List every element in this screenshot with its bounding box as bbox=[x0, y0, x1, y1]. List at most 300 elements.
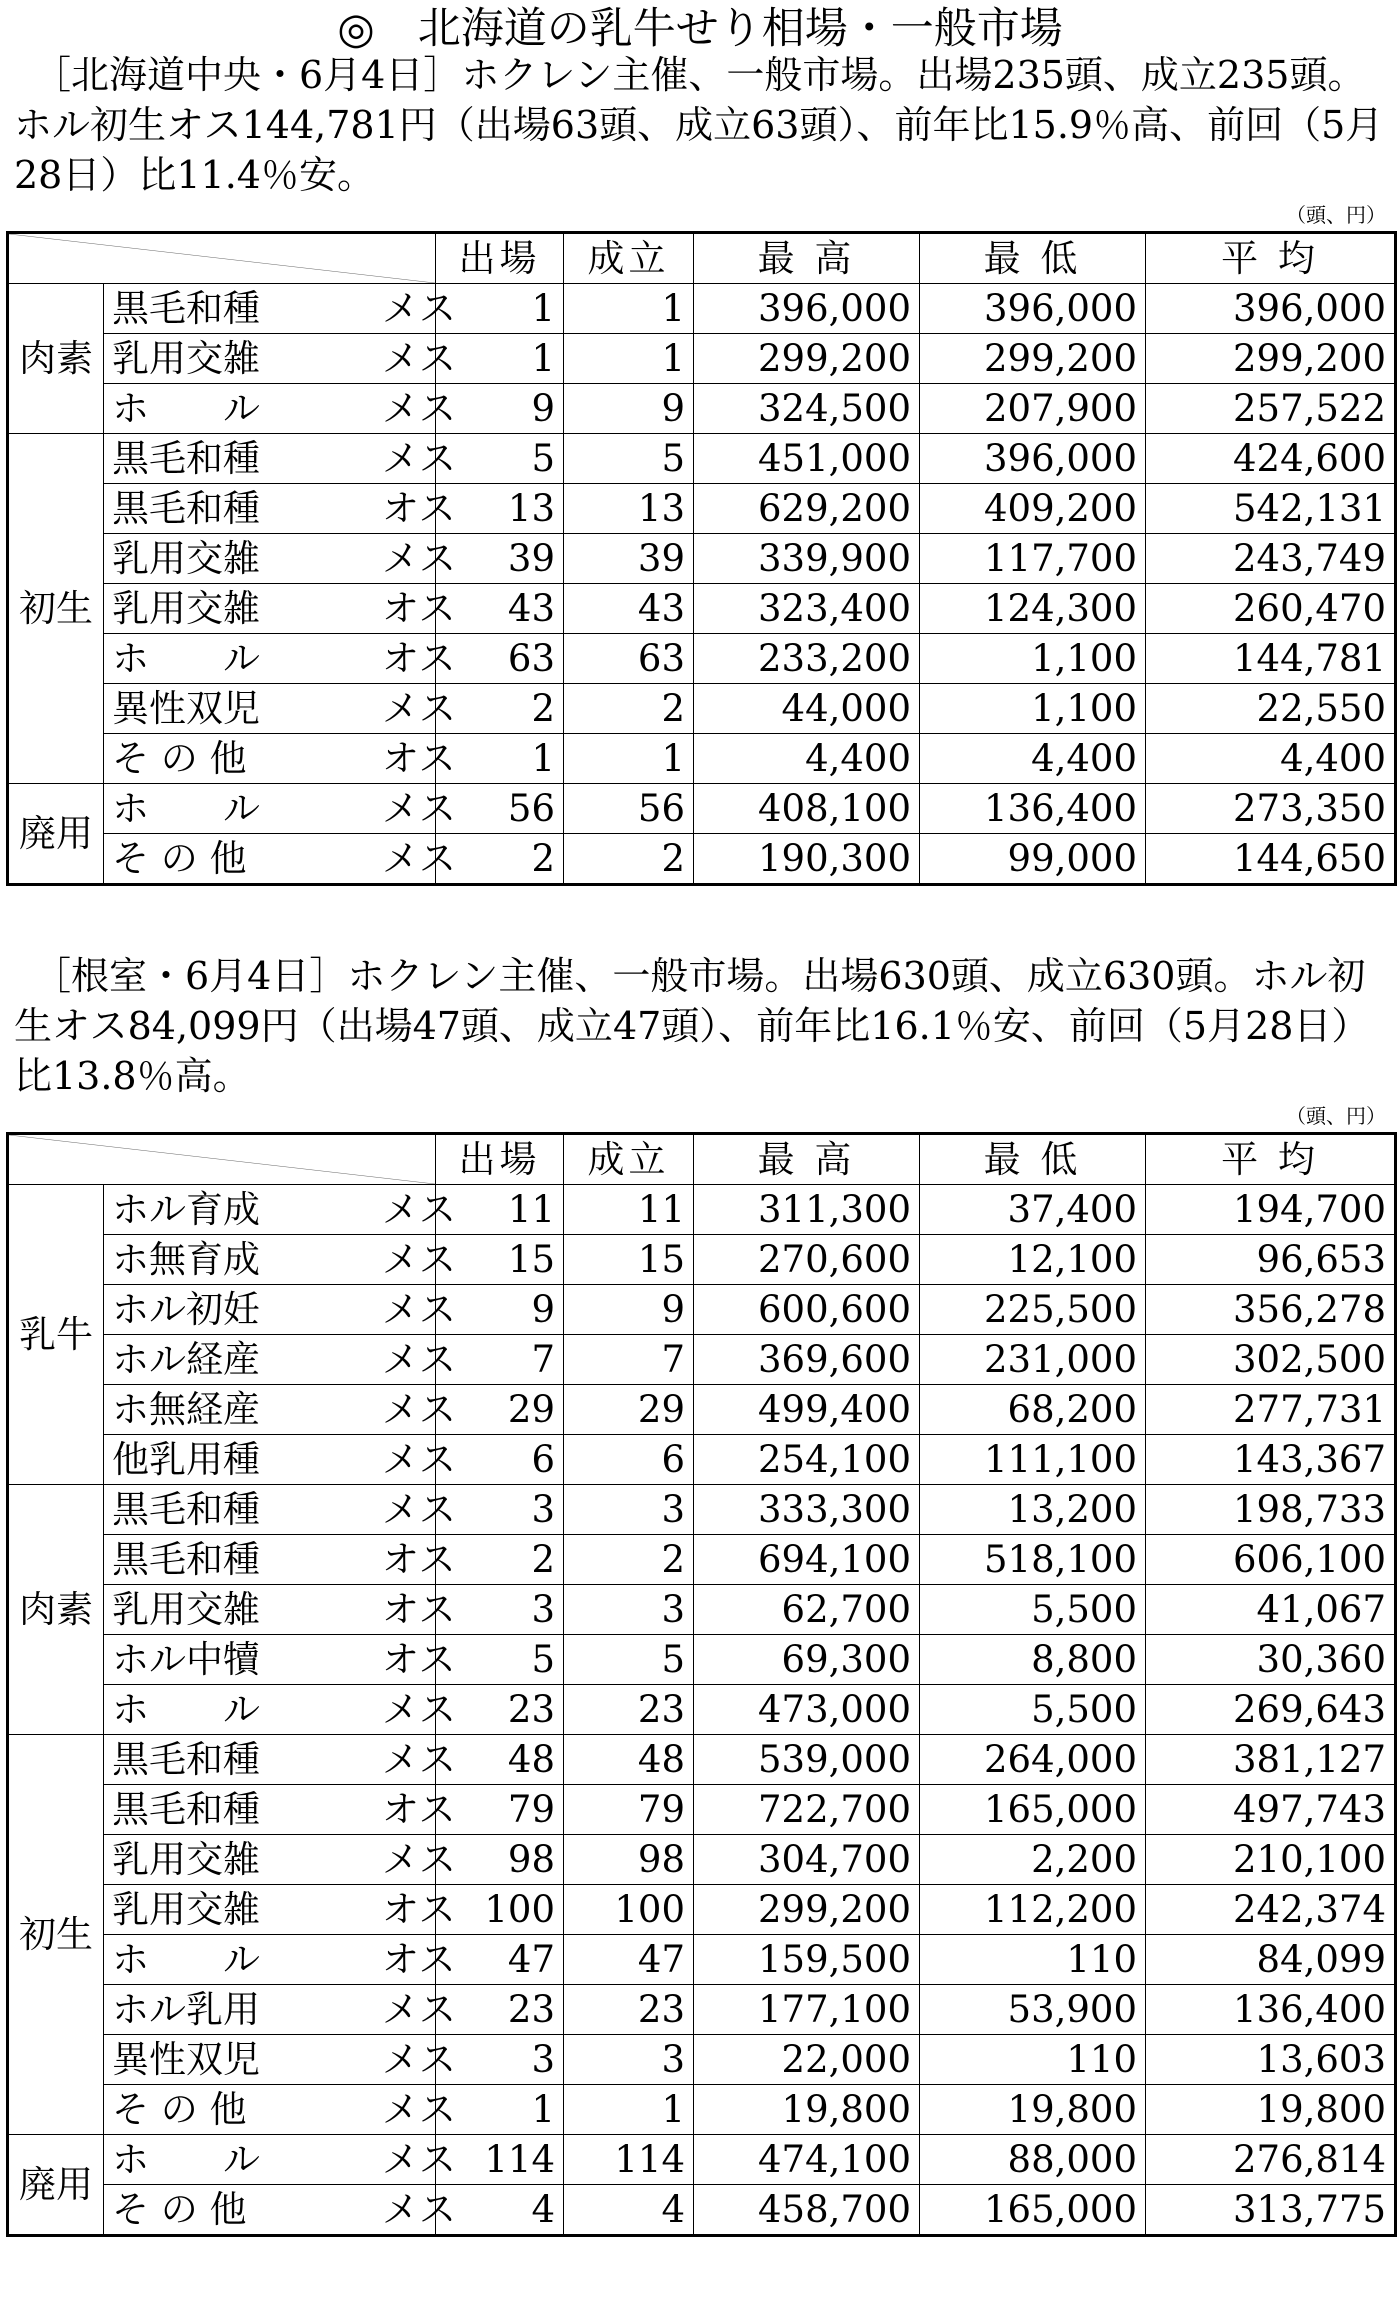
breed-cell bbox=[104, 1785, 456, 1835]
high-price: 694,100 bbox=[694, 1535, 920, 1585]
high-price: 324,500 bbox=[694, 384, 920, 434]
shipped-count: 1 bbox=[436, 2085, 564, 2135]
sex-label: メス bbox=[382, 1737, 456, 1781]
sex-label: メス bbox=[382, 286, 456, 330]
sex-label: メス bbox=[382, 1987, 456, 2031]
table-row bbox=[8, 1385, 1396, 1435]
sold-count: 29 bbox=[564, 1385, 694, 1435]
breed-name: 異性双児 bbox=[112, 686, 260, 730]
high-price: 22,000 bbox=[694, 2035, 920, 2085]
breed-cell bbox=[104, 1535, 456, 1585]
high-price: 539,000 bbox=[694, 1735, 920, 1785]
low-price: 396,000 bbox=[920, 434, 1146, 484]
low-price: 396,000 bbox=[920, 284, 1146, 334]
table-row bbox=[8, 1885, 1396, 1935]
average-price: 243,749 bbox=[1146, 534, 1396, 584]
average-price: 260,470 bbox=[1146, 584, 1396, 634]
sex-label: メス bbox=[382, 1837, 456, 1881]
table-row bbox=[8, 2185, 1396, 2236]
sex-label: メス bbox=[382, 336, 456, 380]
unit-note: （頭、円） bbox=[1286, 203, 1386, 227]
table-row bbox=[8, 584, 1396, 634]
high-price: 311,300 bbox=[694, 1185, 920, 1235]
breed-name: 黒毛和種 bbox=[112, 286, 260, 330]
table-row bbox=[8, 734, 1396, 784]
average-price: 606,100 bbox=[1146, 1535, 1396, 1585]
low-price: 5,500 bbox=[920, 1685, 1146, 1735]
average-price: 30,360 bbox=[1146, 1635, 1396, 1685]
sex-label: オス bbox=[382, 486, 456, 530]
header-corner-diagonal bbox=[8, 1134, 436, 1185]
group-label: 肉素 bbox=[8, 284, 104, 434]
sold-count: 56 bbox=[564, 784, 694, 834]
shipped-count: 100 bbox=[436, 1885, 564, 1935]
low-price: 2,200 bbox=[920, 1835, 1146, 1885]
average-price: 210,100 bbox=[1146, 1835, 1396, 1885]
average-price: 242,374 bbox=[1146, 1885, 1396, 1935]
breed-name: 異性双児 bbox=[112, 2037, 260, 2081]
breed-cell bbox=[104, 584, 456, 634]
shipped-count: 23 bbox=[436, 1985, 564, 2035]
sold-count: 63 bbox=[564, 634, 694, 684]
breed-cell bbox=[104, 2185, 456, 2236]
sex-label: メス bbox=[382, 1687, 456, 1731]
shipped-count: 43 bbox=[436, 584, 564, 634]
average-price: 299,200 bbox=[1146, 334, 1396, 384]
breed-name: 黒毛和種 bbox=[112, 1537, 260, 1581]
breed-cell bbox=[104, 2035, 456, 2085]
header-low: 最 低 bbox=[920, 233, 1146, 284]
breed-cell bbox=[104, 1485, 456, 1535]
breed-cell bbox=[104, 1885, 456, 1935]
group-label: 肉素 bbox=[8, 1485, 104, 1735]
section-intro-nemuro: ［根室・6月4日］ホクレン主催、一般市場。出場630頭、成立630頭。ホル初生オス84,099円（出場47頭、成立47頭）、前年比16.1％安、前回（5月28日）比13.8％高。 bbox=[14, 954, 1370, 1098]
sold-count: 79 bbox=[564, 1785, 694, 1835]
sold-count: 3 bbox=[564, 2035, 694, 2085]
low-price: 110 bbox=[920, 1935, 1146, 1985]
group-label: 初生 bbox=[8, 1735, 104, 2135]
sold-count: 6 bbox=[564, 1435, 694, 1485]
high-price: 474,100 bbox=[694, 2135, 920, 2185]
breed-name: そ の 他 bbox=[112, 836, 247, 880]
sold-count: 5 bbox=[564, 1635, 694, 1685]
breed-name: ホ ル bbox=[112, 636, 260, 680]
average-price: 194,700 bbox=[1146, 1185, 1396, 1235]
shipped-count: 4 bbox=[436, 2185, 564, 2236]
sold-count: 3 bbox=[564, 1485, 694, 1535]
shipped-count: 2 bbox=[436, 1535, 564, 1585]
low-price: 99,000 bbox=[920, 834, 1146, 885]
low-price: 409,200 bbox=[920, 484, 1146, 534]
average-price: 198,733 bbox=[1146, 1485, 1396, 1535]
average-price: 19,800 bbox=[1146, 2085, 1396, 2135]
table-row bbox=[8, 1735, 1396, 1785]
low-price: 111,100 bbox=[920, 1435, 1146, 1485]
breed-cell bbox=[104, 634, 456, 684]
low-price: 37,400 bbox=[920, 1185, 1146, 1235]
sex-label: オス bbox=[382, 1537, 456, 1581]
average-price: 136,400 bbox=[1146, 1985, 1396, 2035]
header-sold: 成立 bbox=[564, 1134, 694, 1185]
breed-cell bbox=[104, 1935, 456, 1985]
breed-name: 黒毛和種 bbox=[112, 1487, 260, 1531]
high-price: 333,300 bbox=[694, 1485, 920, 1535]
shipped-count: 98 bbox=[436, 1835, 564, 1885]
low-price: 53,900 bbox=[920, 1985, 1146, 2035]
sold-count: 23 bbox=[564, 1985, 694, 2035]
header-corner-diagonal bbox=[8, 233, 436, 284]
low-price: 136,400 bbox=[920, 784, 1146, 834]
sex-label: メス bbox=[382, 1187, 456, 1231]
table-row bbox=[8, 1635, 1396, 1685]
high-price: 499,400 bbox=[694, 1385, 920, 1435]
breed-name: 乳用交雑 bbox=[112, 1587, 260, 1631]
sex-label: メス bbox=[382, 686, 456, 730]
breed-name: ホル初妊 bbox=[112, 1287, 260, 1331]
breed-name: 黒毛和種 bbox=[112, 1737, 260, 1781]
breed-name: そ の 他 bbox=[112, 736, 247, 780]
table-row bbox=[8, 1985, 1396, 2035]
high-price: 369,600 bbox=[694, 1335, 920, 1385]
average-price: 276,814 bbox=[1146, 2135, 1396, 2185]
sex-label: メス bbox=[382, 386, 456, 430]
low-price: 518,100 bbox=[920, 1535, 1146, 1585]
average-price: 542,131 bbox=[1146, 484, 1396, 534]
table-row bbox=[8, 784, 1396, 834]
table-row bbox=[8, 684, 1396, 734]
section-intro-hokkaido-chuo: ［北海道中央・6月4日］ホクレン主催、一般市場。出場235頭、成立235頭。ホル初生オス144,781円（出場63頭、成立63頭）、前年比15.9％高、前回（5月28日）比11.4％安。 bbox=[14, 53, 1384, 197]
sold-count: 9 bbox=[564, 1285, 694, 1335]
sold-count: 1 bbox=[564, 734, 694, 784]
shipped-count: 7 bbox=[436, 1335, 564, 1385]
breed-cell bbox=[104, 434, 456, 484]
header-low: 最 低 bbox=[920, 1134, 1146, 1185]
breed-name: ホ ル bbox=[112, 786, 260, 830]
high-price: 396,000 bbox=[694, 284, 920, 334]
high-price: 233,200 bbox=[694, 634, 920, 684]
shipped-count: 23 bbox=[436, 1685, 564, 1735]
breed-cell bbox=[104, 1735, 456, 1785]
sold-count: 7 bbox=[564, 1335, 694, 1385]
high-price: 323,400 bbox=[694, 584, 920, 634]
breed-name: 乳用交雑 bbox=[112, 536, 260, 580]
sex-label: メス bbox=[382, 1437, 456, 1481]
average-price: 396,000 bbox=[1146, 284, 1396, 334]
sold-count: 2 bbox=[564, 684, 694, 734]
low-price: 88,000 bbox=[920, 2135, 1146, 2185]
breed-cell bbox=[104, 534, 456, 584]
table-row bbox=[8, 334, 1396, 384]
table-row bbox=[8, 1535, 1396, 1585]
shipped-count: 3 bbox=[436, 2035, 564, 2085]
breed-cell bbox=[104, 2085, 456, 2135]
table-row bbox=[8, 1485, 1396, 1535]
sex-label: メス bbox=[382, 1337, 456, 1381]
high-price: 69,300 bbox=[694, 1635, 920, 1685]
breed-name: ホ ル bbox=[112, 1937, 260, 1981]
table-row bbox=[8, 384, 1396, 434]
sold-count: 11 bbox=[564, 1185, 694, 1235]
average-price: 257,522 bbox=[1146, 384, 1396, 434]
breed-name: ホ ル bbox=[112, 1687, 260, 1731]
high-price: 408,100 bbox=[694, 784, 920, 834]
low-price: 165,000 bbox=[920, 1785, 1146, 1835]
high-price: 473,000 bbox=[694, 1685, 920, 1735]
sex-label: オス bbox=[382, 1637, 456, 1681]
low-price: 13,200 bbox=[920, 1485, 1146, 1535]
sex-label: メス bbox=[382, 436, 456, 480]
shipped-count: 114 bbox=[436, 2135, 564, 2185]
high-price: 254,100 bbox=[694, 1435, 920, 1485]
shipped-count: 1 bbox=[436, 334, 564, 384]
high-price: 270,600 bbox=[694, 1235, 920, 1285]
low-price: 1,100 bbox=[920, 634, 1146, 684]
high-price: 4,400 bbox=[694, 734, 920, 784]
sex-label: メス bbox=[382, 1287, 456, 1331]
high-price: 177,100 bbox=[694, 1985, 920, 2035]
average-price: 273,350 bbox=[1146, 784, 1396, 834]
low-price: 19,800 bbox=[920, 2085, 1146, 2135]
table-row bbox=[8, 2135, 1396, 2185]
breed-cell bbox=[104, 1685, 456, 1735]
high-price: 44,000 bbox=[694, 684, 920, 734]
breed-cell bbox=[104, 2135, 456, 2185]
high-price: 629,200 bbox=[694, 484, 920, 534]
shipped-count: 39 bbox=[436, 534, 564, 584]
sold-count: 100 bbox=[564, 1885, 694, 1935]
high-price: 600,600 bbox=[694, 1285, 920, 1335]
low-price: 112,200 bbox=[920, 1885, 1146, 1935]
table-row bbox=[8, 1585, 1396, 1635]
average-price: 4,400 bbox=[1146, 734, 1396, 784]
table-header-row bbox=[8, 233, 1396, 284]
breed-name: 乳用交雑 bbox=[112, 586, 260, 630]
sex-label: メス bbox=[382, 786, 456, 830]
breed-name: そ の 他 bbox=[112, 2087, 247, 2131]
table-row bbox=[8, 1285, 1396, 1335]
breed-name: 他乳用種 bbox=[112, 1437, 260, 1481]
high-price: 339,900 bbox=[694, 534, 920, 584]
table-row bbox=[8, 634, 1396, 684]
high-price: 304,700 bbox=[694, 1835, 920, 1885]
average-price: 269,643 bbox=[1146, 1685, 1396, 1735]
sold-count: 114 bbox=[564, 2135, 694, 2185]
breed-name: ホル乳用 bbox=[112, 1987, 260, 2031]
low-price: 165,000 bbox=[920, 2185, 1146, 2236]
breed-name: ホ無育成 bbox=[112, 1237, 260, 1281]
average-price: 84,099 bbox=[1146, 1935, 1396, 1985]
breed-name: 乳用交雑 bbox=[112, 1837, 260, 1881]
sold-count: 39 bbox=[564, 534, 694, 584]
sold-count: 2 bbox=[564, 1535, 694, 1585]
sold-count: 23 bbox=[564, 1685, 694, 1735]
shipped-count: 13 bbox=[436, 484, 564, 534]
breed-name: 乳用交雑 bbox=[112, 1887, 260, 1931]
sold-count: 15 bbox=[564, 1235, 694, 1285]
breed-name: ホル育成 bbox=[112, 1187, 260, 1231]
sex-label: メス bbox=[382, 1487, 456, 1531]
average-price: 497,743 bbox=[1146, 1785, 1396, 1835]
sex-label: メス bbox=[382, 536, 456, 580]
average-price: 22,550 bbox=[1146, 684, 1396, 734]
breed-name: 黒毛和種 bbox=[112, 1787, 260, 1831]
shipped-count: 3 bbox=[436, 1485, 564, 1535]
sold-count: 3 bbox=[564, 1585, 694, 1635]
table-row bbox=[8, 1785, 1396, 1835]
header-high: 最 高 bbox=[694, 1134, 920, 1185]
low-price: 1,100 bbox=[920, 684, 1146, 734]
low-price: 207,900 bbox=[920, 384, 1146, 434]
breed-cell bbox=[104, 1285, 456, 1335]
high-price: 722,700 bbox=[694, 1785, 920, 1835]
sold-count: 48 bbox=[564, 1735, 694, 1785]
average-price: 13,603 bbox=[1146, 2035, 1396, 2085]
group-label: 廃用 bbox=[8, 2135, 104, 2236]
breed-cell bbox=[104, 334, 456, 384]
breed-cell bbox=[104, 684, 456, 734]
high-price: 62,700 bbox=[694, 1585, 920, 1635]
average-price: 356,278 bbox=[1146, 1285, 1396, 1335]
table-row bbox=[8, 2085, 1396, 2135]
sex-label: オス bbox=[382, 586, 456, 630]
sex-label: オス bbox=[382, 1787, 456, 1831]
shipped-count: 29 bbox=[436, 1385, 564, 1435]
table-row bbox=[8, 1935, 1396, 1985]
table-header-row bbox=[8, 1134, 1396, 1185]
low-price: 117,700 bbox=[920, 534, 1146, 584]
high-price: 451,000 bbox=[694, 434, 920, 484]
table-row bbox=[8, 1685, 1396, 1735]
table-row bbox=[8, 534, 1396, 584]
sex-label: オス bbox=[382, 1937, 456, 1981]
header-high: 最 高 bbox=[694, 233, 920, 284]
low-price: 8,800 bbox=[920, 1635, 1146, 1685]
breed-cell bbox=[104, 1335, 456, 1385]
sold-count: 13 bbox=[564, 484, 694, 534]
shipped-count: 3 bbox=[436, 1585, 564, 1635]
breed-name: ホル経産 bbox=[112, 1337, 260, 1381]
sold-count: 1 bbox=[564, 2085, 694, 2135]
table-row bbox=[8, 1835, 1396, 1885]
shipped-count: 6 bbox=[436, 1435, 564, 1485]
sold-count: 47 bbox=[564, 1935, 694, 1985]
shipped-count: 5 bbox=[436, 1635, 564, 1685]
table-row bbox=[8, 1235, 1396, 1285]
sex-label: メス bbox=[382, 2137, 456, 2181]
sex-label: メス bbox=[382, 1387, 456, 1431]
breed-cell bbox=[104, 1585, 456, 1635]
breed-name: ホ ル bbox=[112, 386, 260, 430]
header-average: 平 均 bbox=[1146, 1134, 1396, 1185]
low-price: 264,000 bbox=[920, 1735, 1146, 1785]
shipped-count: 79 bbox=[436, 1785, 564, 1835]
header-shipped: 出場 bbox=[436, 1134, 564, 1185]
average-price: 381,127 bbox=[1146, 1735, 1396, 1785]
breed-cell bbox=[104, 1635, 456, 1685]
table-row bbox=[8, 834, 1396, 885]
group-label: 初生 bbox=[8, 434, 104, 784]
header-shipped: 出場 bbox=[436, 233, 564, 284]
breed-cell bbox=[104, 384, 456, 434]
breed-cell bbox=[104, 734, 456, 784]
shipped-count: 11 bbox=[436, 1185, 564, 1235]
sex-label: オス bbox=[382, 636, 456, 680]
average-price: 277,731 bbox=[1146, 1385, 1396, 1435]
high-price: 19,800 bbox=[694, 2085, 920, 2135]
page-title: ◎ 北海道の乳牛せり相場・一般市場 bbox=[337, 4, 1063, 54]
sex-label: オス bbox=[382, 1587, 456, 1631]
low-price: 12,100 bbox=[920, 1235, 1146, 1285]
breed-name: そ の 他 bbox=[112, 2187, 247, 2231]
table-row bbox=[8, 1185, 1396, 1235]
sold-count: 1 bbox=[564, 284, 694, 334]
shipped-count: 47 bbox=[436, 1935, 564, 1985]
high-price: 190,300 bbox=[694, 834, 920, 885]
sex-label: メス bbox=[382, 2187, 456, 2231]
breed-cell bbox=[104, 834, 456, 885]
breed-cell bbox=[104, 1835, 456, 1885]
market-table-nemuro bbox=[6, 1132, 1397, 2237]
table-row bbox=[8, 434, 1396, 484]
table-row bbox=[8, 284, 1396, 334]
average-price: 41,067 bbox=[1146, 1585, 1396, 1635]
breed-cell bbox=[104, 784, 456, 834]
low-price: 68,200 bbox=[920, 1385, 1146, 1435]
low-price: 124,300 bbox=[920, 584, 1146, 634]
high-price: 458,700 bbox=[694, 2185, 920, 2236]
average-price: 313,775 bbox=[1146, 2185, 1396, 2236]
average-price: 302,500 bbox=[1146, 1335, 1396, 1385]
low-price: 110 bbox=[920, 2035, 1146, 2085]
shipped-count: 56 bbox=[436, 784, 564, 834]
average-price: 143,367 bbox=[1146, 1435, 1396, 1485]
shipped-count: 9 bbox=[436, 384, 564, 434]
header-average: 平 均 bbox=[1146, 233, 1396, 284]
average-price: 144,781 bbox=[1146, 634, 1396, 684]
average-price: 424,600 bbox=[1146, 434, 1396, 484]
average-price: 96,653 bbox=[1146, 1235, 1396, 1285]
breed-cell bbox=[104, 484, 456, 534]
breed-name: ホ ル bbox=[112, 2137, 260, 2181]
high-price: 299,200 bbox=[694, 1885, 920, 1935]
shipped-count: 2 bbox=[436, 834, 564, 885]
sold-count: 1 bbox=[564, 334, 694, 384]
sex-label: オス bbox=[382, 736, 456, 780]
low-price: 5,500 bbox=[920, 1585, 1146, 1635]
shipped-count: 5 bbox=[436, 434, 564, 484]
group-label: 廃用 bbox=[8, 784, 104, 885]
table-row bbox=[8, 1435, 1396, 1485]
high-price: 159,500 bbox=[694, 1935, 920, 1985]
breed-name: 乳用交雑 bbox=[112, 336, 260, 380]
shipped-count: 48 bbox=[436, 1735, 564, 1785]
low-price: 231,000 bbox=[920, 1335, 1146, 1385]
group-label: 乳牛 bbox=[8, 1185, 104, 1485]
sex-label: オス bbox=[382, 1887, 456, 1931]
table-row bbox=[8, 2035, 1396, 2085]
average-price: 144,650 bbox=[1146, 834, 1396, 885]
shipped-count: 9 bbox=[436, 1285, 564, 1335]
sold-count: 98 bbox=[564, 1835, 694, 1885]
table-row bbox=[8, 484, 1396, 534]
shipped-count: 2 bbox=[436, 684, 564, 734]
sold-count: 2 bbox=[564, 834, 694, 885]
shipped-count: 1 bbox=[436, 284, 564, 334]
sold-count: 5 bbox=[564, 434, 694, 484]
shipped-count: 15 bbox=[436, 1235, 564, 1285]
low-price: 225,500 bbox=[920, 1285, 1146, 1335]
sex-label: メス bbox=[382, 2037, 456, 2081]
